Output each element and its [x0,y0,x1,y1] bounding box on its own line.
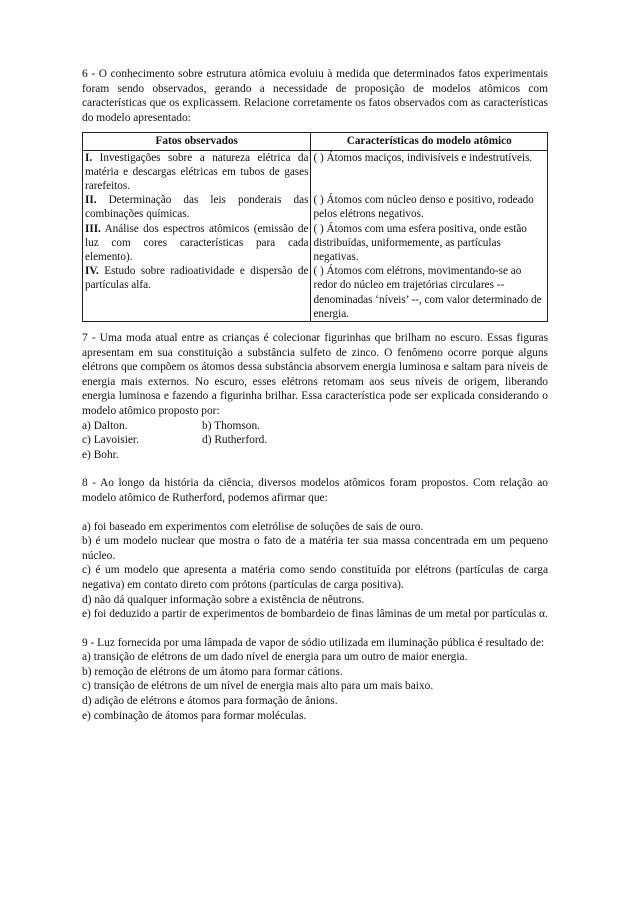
alternative-d: d) Rutherford. [202,434,268,447]
fact-number: III. [85,222,101,235]
fact-text: Determinação das leis ponderais das combinações químicas. [85,194,309,221]
characteristic-cell [311,264,548,321]
fact-number: II. [85,194,97,207]
alternative-d: d) não dá qualquer informação sobre a existência de nêutrons. [82,593,365,606]
alternative-a: a) Dalton. [82,419,128,432]
fact-cell [83,193,311,221]
fact-cell [83,264,311,321]
alternative-a: a) transição de elétrons de um dado nível de energia para um outro de maior energia. [82,651,468,664]
alternative-b: b) remoção de elétrons de um átomo para formar cátions. [82,665,343,678]
relation-table [82,132,548,322]
characteristic-text: ( ) Átomos maciços, indivisíveis e indestrutíveis. [313,151,533,164]
question-6-text: 6 - O conhecimento sobre estrutura atômica evoluiu à medida que determinados fatos experimentais foram sendo observados, gerando a necessidade de proposição de modelos atômicos com características que os explicassem. Relacione corretamente os fatos observados com as características do modelo apresentado: [82,68,548,124]
page-content [82,67,548,723]
header-facts: Fatos observados [83,133,311,150]
spacer [82,622,548,636]
fact-number: IV. [85,265,99,278]
question-7-alternatives [82,419,548,463]
characteristic-text: ( ) Átomos com elétrons, movimentando-se ao redor do núcleo em trajetórias circulares -- denominadas ‘níveis’ --, com valor determinado de energia. [313,265,542,320]
spacer [82,506,548,520]
characteristic-cell [311,222,548,265]
table-row [83,150,548,193]
table-row [83,222,548,265]
alternative-b: b) Thomson. [202,419,261,432]
alternative-e: e) Bohr. [82,448,119,461]
fact-cell [83,150,311,193]
fact-text: Estudo sobre radioatividade e dispersão de partículas alfa. [85,265,309,292]
characteristic-cell [311,150,548,193]
alternative-c: c) transição de elétrons de um nível de energia mais alto para um mais baixo. [82,680,434,693]
question-7-text: 7 - Uma moda atual entre as crianças é colecionar figurinhas que brilham no escuro. Essas figuras apresentam em sua constituição a substância sulfeto de zinco. O fenômeno ocorre porque alguns elétrons que compõem os átomos dessa substância absorvem energia luminosa e saltam para níveis de energia mais externos. No escuro, esses elétrons retomam aos seus níveis de origem, liberando energia luminosa e fazendo a figurinha brilhar. Essa característica pode ser explicada considerando o modelo atômico proposto por: [82,332,548,417]
characteristic-cell [311,193,548,221]
question-9-text: 9 - Luz fornecida por uma lâmpada de vapor de sódio utilizada em iluminação pública é resultado de: [82,636,545,649]
alternative-a: a) foi baseado em experimentos com eletrólise de soluções de sais de ouro. [82,520,424,533]
table-header-row [83,133,548,150]
fact-text: Análise dos espectros atômicos (emissão de luz com cores características para cada elemento). [85,222,309,263]
characteristic-text: ( ) Átomos com núcleo denso e positivo, rodeado pelos elétrons negativos. [313,194,534,221]
alternative-e: e) combinação de átomos para formar moléculas. [82,709,307,722]
fact-text: Investigações sobre a natureza elétrica da matéria e descargas elétricas em tubos de gases rarefeitos. [85,151,309,192]
alternative-e: e) foi deduzido a partir de experimentos de bombardeio de finas lâminas de um metal por partículas α. [82,608,548,621]
alternative-c: c) é um modelo que apresenta a matéria como sendo constituída por elétrons (partículas de carga negativa) em contato direto com prótons (partículas de carga positiva). [82,564,548,591]
alternative-d: d) adição de elétrons e átomos para formação de ânions. [82,695,338,708]
header-characteristics: Características do modelo atômico [311,133,548,150]
fact-number: I. [85,151,93,164]
characteristic-text: ( ) Átomos com uma esfera positiva, onde estão distribuídas, uniformemente, as partículas negativas. [313,222,527,263]
alternative-b: b) é um modelo nuclear que mostra o fato de a matéria ter sua massa concentrada em um pequeno núcleo. [82,535,548,562]
fact-cell [83,222,311,265]
spacer [82,462,548,476]
table-row [83,264,548,321]
alternative-c: c) Lavoisier. [82,434,139,447]
question-8-text: 8 - Ao longo da história da ciência, diversos modelos atômicos foram propostos. Com relação ao modelo atômico de Rutherford, podemos afirmar que: [82,477,548,504]
table-row [83,193,548,221]
